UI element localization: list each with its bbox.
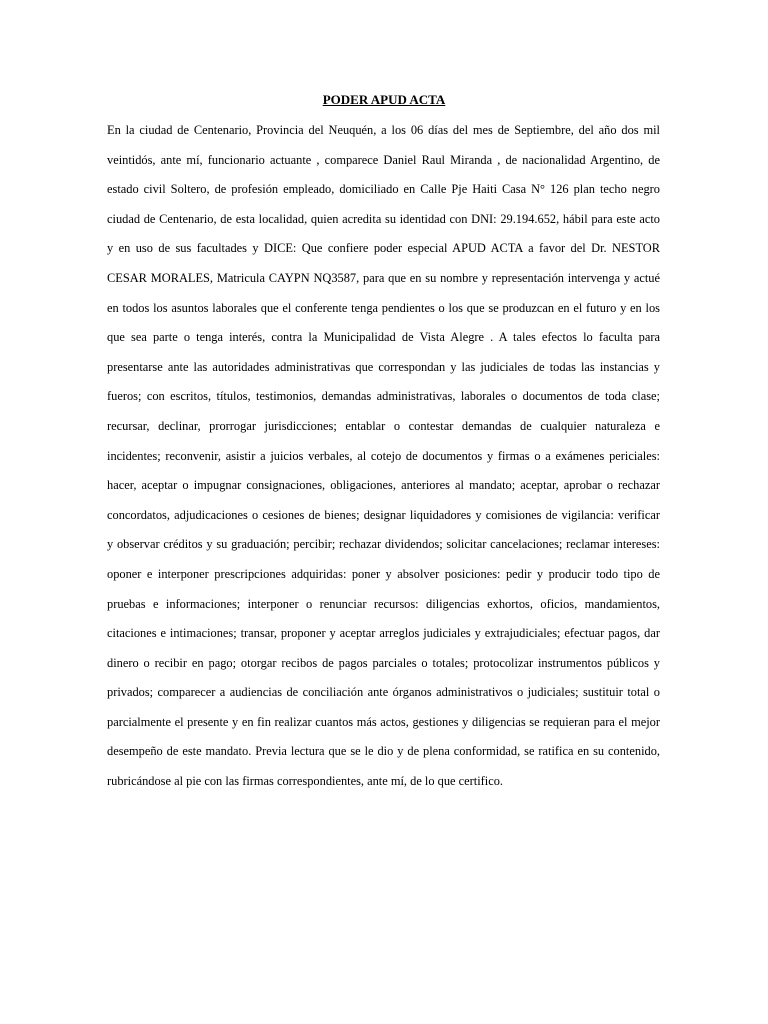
body-line: concordatos, adjudicaciones o cesiones de bienes; designar liquidadores y comisiones de vigilancia: verificar: [107, 507, 660, 522]
body-line: estado civil Soltero, de profesión empleado, domiciliado en Calle Pje Haiti Casa N° 126 plan techo negro: [107, 182, 660, 197]
body-line: dinero o recibir en pago; otorgar recibos de pagos parciales o totales; protocolizar instrumentos públicos y: [107, 655, 660, 670]
document-body: [107, 118, 660, 799]
body-line: y observar créditos y su graduación; percibir; rechazar dividendos; solicitar cancelaciones; reclamar intereses:: [107, 537, 660, 552]
body-line: hacer, aceptar o impugnar consignaciones, obligaciones, anteriores al mandato; aceptar, aprobar o rechazar: [107, 478, 660, 493]
body-line: en todos los asuntos laborales que el conferente tenga pendientes o los que se produzcan en el futuro y en los: [107, 300, 660, 315]
body-line: veintidós, ante mí, funcionario actuante , comparece Daniel Raul Miranda , de nacionalidad Argentino, de: [107, 152, 660, 167]
body-line: privados; comparecer a audiencias de conciliación ante órganos administrativos o judiciales; sustituir total o: [107, 685, 660, 700]
body-line: En la ciudad de Centenario, Provincia del Neuquén, a los 06 días del mes de Septiembre, del año dos mil: [107, 123, 660, 137]
body-line: incidentes; reconvenir, asistir a juicios verbales, al cotejo de documentos y firmas o a exámenes periciales:: [107, 448, 660, 463]
body-line: CESAR MORALES, Matricula CAYPN NQ3587, para que en su nombre y representación intervenga y actué: [107, 270, 660, 285]
body-line: pruebas e informaciones; interponer o renunciar recursos: diligencias exhortos, oficios, mandamientos,: [107, 596, 660, 611]
body-line: recursar, declinar, prorrogar jurisdicciones; entablar o contestar demandas de cualquier naturaleza e: [107, 418, 660, 433]
body-line: citaciones e intimaciones; transar, proponer y aceptar arreglos judiciales y extrajudiciales; efectuar pagos, dar: [107, 626, 660, 641]
body-line: presentarse ante las autoridades administrativas que correspondan y las judiciales de todas las instancias y: [107, 359, 660, 374]
body-line: oponer e interponer prescripciones adquiridas: poner y absolver posiciones: pedir y producir todo tipo de: [107, 566, 660, 581]
body-line: fueros; con escritos, títulos, testimonios, demandas administrativas, laborales o documentos de toda clase;: [107, 389, 660, 404]
body-line: ciudad de Centenario, de esta localidad, quien acredita su identidad con DNI: 29.194.652, hábil para este acto: [107, 211, 660, 226]
body-line: que sea parte o tenga interés, contra la Municipalidad de Vista Alegre . A tales efectos lo faculta para: [107, 330, 660, 345]
body-line: parcialmente el presente y en fin realizar cuantos más actos, gestiones y diligencias se requieran para el mejor: [107, 714, 660, 729]
body-line: desempeño de este mandato. Previa lectura que se le dio y de plena conformidad, se ratifica en su contenido,: [107, 744, 660, 759]
body-line: rubricándose al pie con las firmas correspondientes, ante mí, de lo que certifico.: [107, 774, 504, 789]
body-line: y en uso de sus facultades y DICE: Que confiere poder especial APUD ACTA a favor del Dr. NESTOR: [107, 241, 660, 256]
document-title: PODER APUD ACTA: [322, 92, 446, 107]
